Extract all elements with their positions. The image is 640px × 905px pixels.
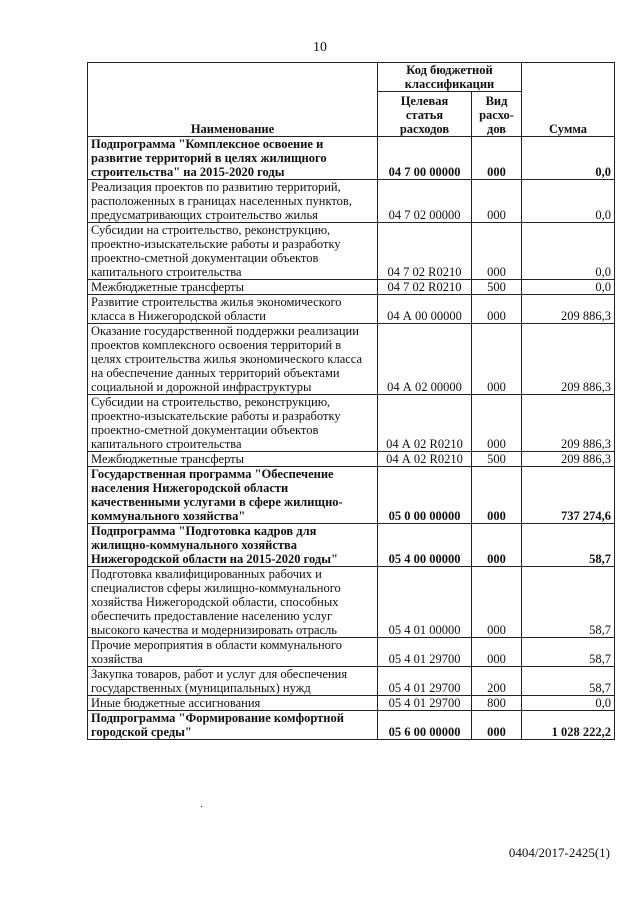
row-name: Субсидии на строительство, реконструкцию, проектно-изыскательские работы и разработку проектно-сметной документации объектов капитального строительства xyxy=(88,223,378,280)
row-expense-kind: 000 xyxy=(472,324,522,395)
table-row xyxy=(88,667,615,696)
row-expense-kind: 000 xyxy=(472,180,522,223)
row-sum: 1 028 222,2 xyxy=(522,711,615,740)
row-target-article: 04 7 02 R0210 xyxy=(378,280,472,295)
table-row xyxy=(88,324,615,395)
row-expense-kind: 000 xyxy=(472,137,522,180)
table-row xyxy=(88,295,615,324)
row-sum: 58,7 xyxy=(522,638,615,667)
row-target-article: 05 4 01 29700 xyxy=(378,667,472,696)
row-target-article: 04 7 00 00000 xyxy=(378,137,472,180)
header-code-group: Код бюджетной классификации xyxy=(378,63,522,92)
header-target-article: Целевая статья расходов xyxy=(378,92,472,137)
row-name: Закупка товаров, работ и услуг для обеспечения государственных (муниципальных) нужд xyxy=(88,667,378,696)
row-expense-kind: 000 xyxy=(472,295,522,324)
scan-dot: · xyxy=(200,802,204,813)
table-row xyxy=(88,137,615,180)
row-target-article: 04 7 02 00000 xyxy=(378,180,472,223)
row-expense-kind: 500 xyxy=(472,452,522,467)
table-row xyxy=(88,223,615,280)
row-name: Подпрограмма "Подготовка кадров для жилищно-коммунального хозяйства Нижегородской области на 2015-2020 годы" xyxy=(88,524,378,567)
row-target-article: 05 4 01 29700 xyxy=(378,638,472,667)
table-row xyxy=(88,467,615,524)
row-sum: 0,0 xyxy=(522,696,615,711)
table-row xyxy=(88,696,615,711)
row-name: Иные бюджетные ассигнования xyxy=(88,696,378,711)
row-expense-kind: 000 xyxy=(472,711,522,740)
row-target-article: 05 4 01 00000 xyxy=(378,567,472,638)
header-name: Наименование xyxy=(88,63,378,137)
table-row xyxy=(88,567,615,638)
row-name: Развитие строительства жилья экономического класса в Нижегородской области xyxy=(88,295,378,324)
row-target-article: 04 А 02 00000 xyxy=(378,324,472,395)
row-sum: 58,7 xyxy=(522,524,615,567)
row-sum: 0,0 xyxy=(522,137,615,180)
row-name: Реализация проектов по развитию территорий, расположенных в границах населенных пунктов, предусматривающих строительство жилья xyxy=(88,180,378,223)
row-expense-kind: 000 xyxy=(472,395,522,452)
row-sum: 209 886,3 xyxy=(522,395,615,452)
table-row xyxy=(88,638,615,667)
row-expense-kind: 000 xyxy=(472,638,522,667)
row-expense-kind: 000 xyxy=(472,524,522,567)
row-sum: 0,0 xyxy=(522,180,615,223)
row-target-article: 05 6 00 00000 xyxy=(378,711,472,740)
row-expense-kind: 200 xyxy=(472,667,522,696)
row-sum: 209 886,3 xyxy=(522,324,615,395)
row-target-article: 05 0 00 00000 xyxy=(378,467,472,524)
row-expense-kind: 800 xyxy=(472,696,522,711)
row-target-article: 04 А 00 00000 xyxy=(378,295,472,324)
row-expense-kind: 000 xyxy=(472,467,522,524)
row-name: Подготовка квалифицированных рабочих и специалистов сферы жилищно-коммунального хозяйства Нижегородской области, способных обеспечить предоставление населению услуг высокого качества и модернизировать отрасль xyxy=(88,567,378,638)
row-target-article: 05 4 01 29700 xyxy=(378,696,472,711)
row-name: Государственная программа "Обеспечение населения Нижегородской области качественными услугами в сфере жилищно-коммунального хозяйства" xyxy=(88,467,378,524)
budget-table xyxy=(87,62,615,740)
row-name: Межбюджетные трансферты xyxy=(88,280,378,295)
page-number: 10 xyxy=(313,40,327,55)
row-name: Субсидии на строительство, реконструкцию, проектно-изыскательские работы и разработку проектно-сметной документации объектов капитального строительства xyxy=(88,395,378,452)
row-target-article: 05 4 00 00000 xyxy=(378,524,472,567)
row-sum: 737 274,6 xyxy=(522,467,615,524)
row-sum: 0,0 xyxy=(522,280,615,295)
header-sum: Сумма xyxy=(522,63,615,137)
header-row-1 xyxy=(88,63,615,92)
row-expense-kind: 000 xyxy=(472,567,522,638)
row-target-article: 04 А 02 R0210 xyxy=(378,452,472,467)
row-name: Оказание государственной поддержки реализации проектов комплексного освоения территорий в целях строительства жилья экономического класса на обеспечение данных территорий объектами социальной и дорожной инфраструктуры xyxy=(88,324,378,395)
row-name: Подпрограмма "Комплексное освоение и развитие территорий в целях жилищного строительства" на 2015-2020 годы xyxy=(88,137,378,180)
table-row xyxy=(88,711,615,740)
table-row xyxy=(88,452,615,467)
row-sum: 0,0 xyxy=(522,223,615,280)
row-sum: 209 886,3 xyxy=(522,452,615,467)
row-expense-kind: 500 xyxy=(472,280,522,295)
row-target-article: 04 А 02 R0210 xyxy=(378,395,472,452)
table-row xyxy=(88,524,615,567)
row-sum: 209 886,3 xyxy=(522,295,615,324)
row-name: Прочие мероприятия в области коммунального хозяйства xyxy=(88,638,378,667)
table-row xyxy=(88,280,615,295)
header-expense-kind: Вид расхо-дов xyxy=(472,92,522,137)
table-body xyxy=(88,137,615,740)
row-name: Межбюджетные трансферты xyxy=(88,452,378,467)
row-sum: 58,7 xyxy=(522,567,615,638)
row-name: Подпрограмма "Формирование комфортной городской среды" xyxy=(88,711,378,740)
row-expense-kind: 000 xyxy=(472,223,522,280)
row-target-article: 04 7 02 R0210 xyxy=(378,223,472,280)
table-row xyxy=(88,395,615,452)
table-row xyxy=(88,180,615,223)
row-sum: 58,7 xyxy=(522,667,615,696)
footer-document-code: 0404/2017-2425(1) xyxy=(508,845,610,860)
